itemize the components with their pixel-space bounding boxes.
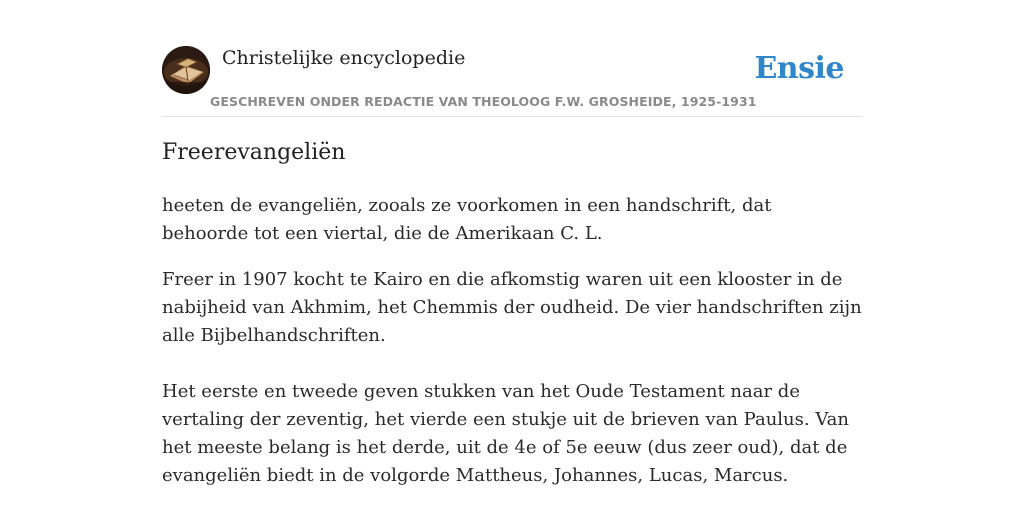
article-paragraph: Het eerste en tweede geven stukken van het Oude Testament naar de vertaling der zeventig, het vierde een stukje uit de brieven van Paulus. Van het meeste belang is het derde, uit de 4e of 5e eeuw (dus zeer oud), dat de evangeliën biedt in de volgorde Mattheus, Johannes, Lucas, Marcus. (162, 381, 849, 486)
article-title: Freerevangeliën (162, 140, 346, 165)
ensie-brand-link[interactable]: Ensie (754, 51, 844, 86)
encyclopedia-book-logo-icon[interactable] (162, 46, 210, 94)
site-subtitle: GESCHREVEN ONDER REDACTIE VAN THEOLOOG F.W. GROSHEIDE, 1925-1931 (210, 94, 757, 109)
article-body (162, 192, 862, 490)
site-header (162, 46, 862, 117)
article-paragraph: heeten de evangeliën, zooals ze voorkomen in een handschrift, dat behoorde tot een viertal, die de Amerikaan C. L. (162, 195, 772, 244)
site-title[interactable]: Christelijke encyclopedie (222, 47, 466, 69)
article-paragraph: Freer in 1907 kocht te Kairo en die afkomstig waren uit een klooster in de nabijheid van Akhmim, het Chemmis der oudheid. De vier handschriften zijn alle Bijbelhandschriften. (162, 269, 862, 346)
